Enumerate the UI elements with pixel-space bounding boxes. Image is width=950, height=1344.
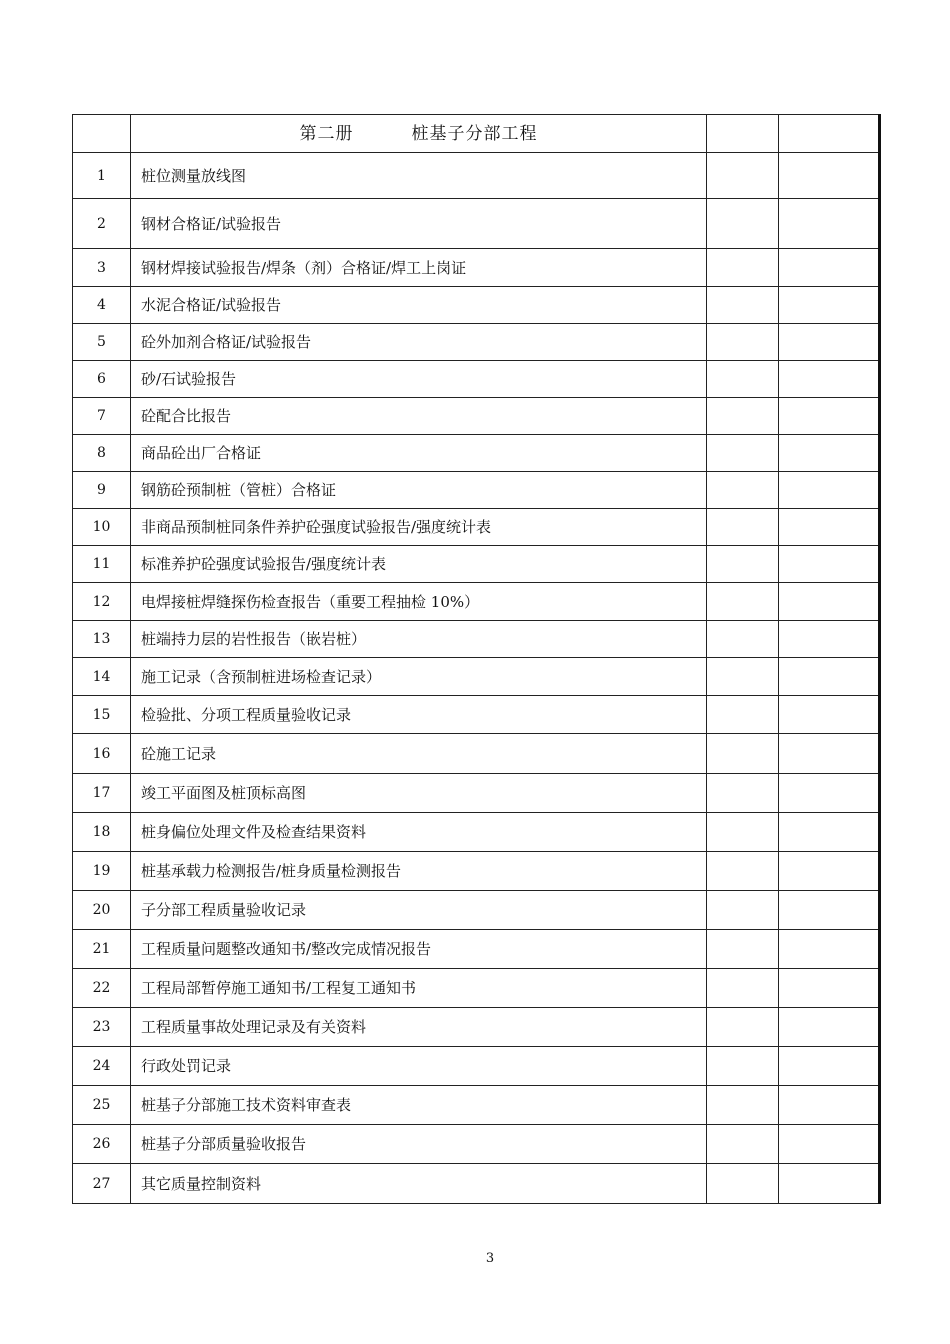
- row-blank-cell-2: [779, 199, 880, 249]
- row-blank-cell-2: [779, 696, 880, 734]
- table-row: [73, 287, 880, 324]
- header-number-cell: [73, 115, 131, 153]
- row-blank-cell-2: [779, 1086, 880, 1125]
- row-blank-cell-1: [707, 774, 779, 813]
- row-blank-cell-2: [779, 546, 880, 583]
- row-blank-cell-1: [707, 930, 779, 969]
- row-blank-cell-1: [707, 435, 779, 472]
- row-blank-cell-1: [707, 696, 779, 734]
- row-blank-cell-2: [779, 1008, 880, 1047]
- row-document-title: 电焊接桩焊缝探伤检查报告（重要工程抽检 10%）: [131, 583, 707, 621]
- row-blank-cell-1: [707, 324, 779, 361]
- row-number: 16: [73, 734, 131, 774]
- row-blank-cell-2: [779, 774, 880, 813]
- table-row: [73, 891, 880, 930]
- row-document-title: 工程质量事故处理记录及有关资料: [131, 1008, 707, 1047]
- row-blank-cell-2: [779, 509, 880, 546]
- row-blank-cell-1: [707, 891, 779, 930]
- row-blank-cell-1: [707, 813, 779, 852]
- row-blank-cell-1: [707, 398, 779, 435]
- table-row: [73, 546, 880, 583]
- row-blank-cell-1: [707, 734, 779, 774]
- header-blank-cell-1: [707, 115, 779, 153]
- table-row: [73, 621, 880, 658]
- row-blank-cell-2: [779, 398, 880, 435]
- row-document-title: 钢筋砼预制桩（管桩）合格证: [131, 472, 707, 509]
- row-blank-cell-2: [779, 583, 880, 621]
- row-number: 20: [73, 891, 131, 930]
- row-blank-cell-1: [707, 509, 779, 546]
- table-row: [73, 1008, 880, 1047]
- row-document-title: 子分部工程质量验收记录: [131, 891, 707, 930]
- row-blank-cell-1: [707, 361, 779, 398]
- section-title: 桩基子分部工程: [411, 123, 538, 144]
- row-blank-cell-2: [779, 930, 880, 969]
- row-document-title: 桩基子分部施工技术资料审查表: [131, 1086, 707, 1125]
- row-number: 2: [73, 199, 131, 249]
- row-number: 15: [73, 696, 131, 734]
- row-number: 13: [73, 621, 131, 658]
- row-blank-cell-2: [779, 361, 880, 398]
- row-document-title: 砼施工记录: [131, 734, 707, 774]
- row-blank-cell-1: [707, 852, 779, 891]
- row-blank-cell-1: [707, 153, 779, 199]
- row-blank-cell-2: [779, 472, 880, 509]
- row-document-title: 标准养护砼强度试验报告/强度统计表: [131, 546, 707, 583]
- table-row: [73, 1164, 880, 1204]
- row-blank-cell-1: [707, 546, 779, 583]
- table-row: [73, 583, 880, 621]
- volume-label: 第二册: [299, 123, 354, 144]
- row-document-title: 桩基承载力检测报告/桩身质量检测报告: [131, 852, 707, 891]
- row-number: 17: [73, 774, 131, 813]
- row-document-title: 钢材合格证/试验报告: [131, 199, 707, 249]
- table-row: [73, 361, 880, 398]
- row-document-title: 施工记录（含预制桩进场检查记录）: [131, 658, 707, 696]
- row-blank-cell-1: [707, 249, 779, 287]
- row-number: 4: [73, 287, 131, 324]
- table-row: [73, 696, 880, 734]
- row-blank-cell-2: [779, 153, 880, 199]
- row-document-title: 砂/石试验报告: [131, 361, 707, 398]
- row-blank-cell-1: [707, 1125, 779, 1164]
- row-blank-cell-1: [707, 1086, 779, 1125]
- row-number: 24: [73, 1047, 131, 1086]
- row-number: 1: [73, 153, 131, 199]
- row-blank-cell-2: [779, 969, 880, 1008]
- row-document-title: 竣工平面图及桩顶标高图: [131, 774, 707, 813]
- row-number: 10: [73, 509, 131, 546]
- table-header-row: [73, 115, 880, 153]
- table-row: [73, 249, 880, 287]
- row-number: 27: [73, 1164, 131, 1204]
- table-row: [73, 324, 880, 361]
- row-number: 5: [73, 324, 131, 361]
- row-blank-cell-1: [707, 472, 779, 509]
- row-blank-cell-1: [707, 969, 779, 1008]
- table-row: [73, 658, 880, 696]
- row-document-title: 水泥合格证/试验报告: [131, 287, 707, 324]
- row-blank-cell-2: [779, 621, 880, 658]
- table-row: [73, 1047, 880, 1086]
- table-row: [73, 435, 880, 472]
- row-number: 9: [73, 472, 131, 509]
- table-row: [73, 734, 880, 774]
- row-document-title: 商品砼出厂合格证: [131, 435, 707, 472]
- table-row: [73, 969, 880, 1008]
- row-number: 19: [73, 852, 131, 891]
- row-blank-cell-1: [707, 583, 779, 621]
- table-row: [73, 774, 880, 813]
- row-blank-cell-1: [707, 621, 779, 658]
- row-blank-cell-2: [779, 1125, 880, 1164]
- row-document-title: 桩身偏位处理文件及检查结果资料: [131, 813, 707, 852]
- row-number: 14: [73, 658, 131, 696]
- row-number: 25: [73, 1086, 131, 1125]
- row-document-title: 钢材焊接试验报告/焊条（剂）合格证/焊工上岗证: [131, 249, 707, 287]
- table-row: [73, 153, 880, 199]
- row-document-title: 工程局部暂停施工通知书/工程复工通知书: [131, 969, 707, 1008]
- row-blank-cell-2: [779, 813, 880, 852]
- row-document-title: 检验批、分项工程质量验收记录: [131, 696, 707, 734]
- table-row: [73, 509, 880, 546]
- row-number: 21: [73, 930, 131, 969]
- table-row: [73, 852, 880, 891]
- row-blank-cell-2: [779, 1047, 880, 1086]
- row-number: 22: [73, 969, 131, 1008]
- table-row: [73, 930, 880, 969]
- document-index-table: [72, 114, 881, 1204]
- row-blank-cell-2: [779, 324, 880, 361]
- row-number: 23: [73, 1008, 131, 1047]
- table-row: [73, 398, 880, 435]
- row-document-title: 行政处罚记录: [131, 1047, 707, 1086]
- row-number: 8: [73, 435, 131, 472]
- header-title-cell: [131, 115, 707, 153]
- row-document-title: 非商品预制桩同条件养护砼强度试验报告/强度统计表: [131, 509, 707, 546]
- header-blank-cell-2: [779, 115, 880, 153]
- row-document-title: 工程质量问题整改通知书/整改完成情况报告: [131, 930, 707, 969]
- row-number: 6: [73, 361, 131, 398]
- row-number: 3: [73, 249, 131, 287]
- table-row: [73, 199, 880, 249]
- row-number: 26: [73, 1125, 131, 1164]
- row-blank-cell-2: [779, 287, 880, 324]
- table-row: [73, 813, 880, 852]
- row-blank-cell-2: [779, 249, 880, 287]
- table-row: [73, 1086, 880, 1125]
- row-document-title: 桩端持力层的岩性报告（嵌岩桩）: [131, 621, 707, 658]
- row-number: 11: [73, 546, 131, 583]
- row-blank-cell-2: [779, 435, 880, 472]
- row-blank-cell-2: [779, 734, 880, 774]
- row-number: 18: [73, 813, 131, 852]
- document-table-wrapper: [72, 114, 881, 1204]
- table-row: [73, 472, 880, 509]
- row-blank-cell-2: [779, 852, 880, 891]
- row-blank-cell-1: [707, 1008, 779, 1047]
- row-blank-cell-1: [707, 658, 779, 696]
- row-blank-cell-1: [707, 287, 779, 324]
- row-blank-cell-1: [707, 199, 779, 249]
- row-blank-cell-2: [779, 891, 880, 930]
- row-blank-cell-2: [779, 658, 880, 696]
- row-document-title: 其它质量控制资料: [131, 1164, 707, 1204]
- row-document-title: 砼外加剂合格证/试验报告: [131, 324, 707, 361]
- row-document-title: 砼配合比报告: [131, 398, 707, 435]
- row-number: 7: [73, 398, 131, 435]
- row-blank-cell-1: [707, 1047, 779, 1086]
- table-row: [73, 1125, 880, 1164]
- row-document-title: 桩基子分部质量验收报告: [131, 1125, 707, 1164]
- page-number: 3: [485, 1251, 495, 1266]
- row-blank-cell-2: [779, 1164, 880, 1204]
- row-document-title: 桩位测量放线图: [131, 153, 707, 199]
- row-number: 12: [73, 583, 131, 621]
- row-blank-cell-1: [707, 1164, 779, 1204]
